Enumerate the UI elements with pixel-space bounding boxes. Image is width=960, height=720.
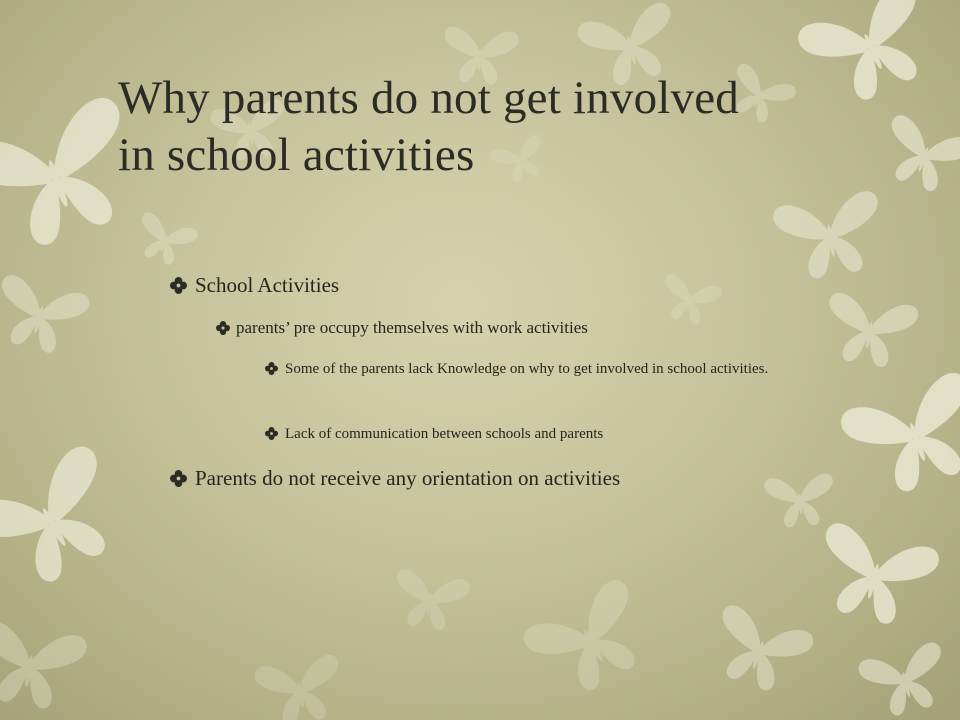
butterfly-icon (130, 211, 199, 271)
bullet-text: Lack of communication between schools and parents (285, 426, 604, 442)
butterfly-icon (0, 619, 88, 714)
butterfly-icon (820, 291, 920, 372)
bullet-text: School Activities (195, 273, 340, 297)
quatrefoil-bullet-icon (265, 427, 278, 440)
butterfly-icon (807, 521, 941, 633)
butterfly-icon (703, 602, 816, 700)
butterfly-icon (389, 568, 471, 634)
butterfly-icon (519, 576, 662, 708)
bullet-item (265, 423, 603, 445)
bullet-item (170, 272, 339, 298)
bullet-text: Parents do not receive any orientation on activities (195, 466, 621, 490)
butterfly-icon (764, 473, 837, 529)
slide-title-line-1: Why parents do not get involved (118, 72, 739, 124)
butterfly-icon (0, 441, 139, 603)
slide-title (118, 70, 878, 184)
bullet-text: Some of the parents lack Knowledge on why to get involved in school activities. (285, 361, 769, 377)
butterfly-icon (772, 189, 890, 284)
slide-title-line-2: in school activities (118, 129, 475, 181)
bullet-item (265, 358, 805, 380)
bullet-item (216, 317, 588, 339)
quatrefoil-bullet-icon (265, 362, 278, 375)
butterfly-icon (253, 653, 347, 720)
butterfly-icon (837, 369, 960, 505)
butterfly-icon (874, 113, 960, 200)
quatrefoil-bullet-icon (170, 470, 187, 487)
bullet-item (170, 465, 620, 491)
butterfly-icon (656, 273, 723, 329)
quatrefoil-bullet-icon (216, 321, 230, 335)
quatrefoil-bullet-icon (170, 277, 187, 294)
butterfly-icon (0, 273, 92, 360)
butterfly-icon (857, 640, 955, 720)
bullet-text: parents’ pre occupy themselves with work activities (236, 318, 588, 337)
